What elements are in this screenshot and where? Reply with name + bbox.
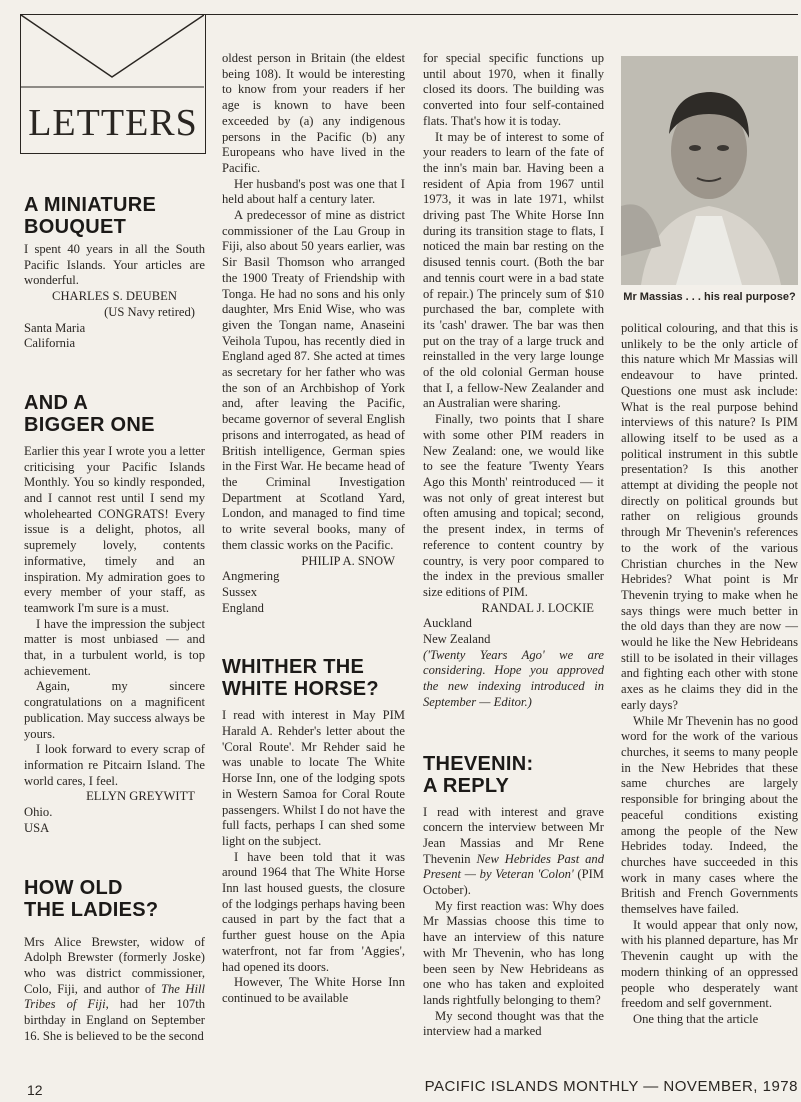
letter-paragraph: for special specific functions up until about 1970, when it finally closed its doors. The building was converted into four self-contained flats. That's how it is today. [423,51,604,128]
letters-envelope-logo [20,14,206,154]
photo-caption: Mr Massias . . . his real purpose? [623,291,796,303]
column-2 [222,51,405,1007]
page-number: 12 [27,1082,43,1098]
address-line: California [24,336,76,351]
letter-paragraph: However, The White Horse Inn continued to be available [222,975,405,1005]
address-line: Auckland [423,616,472,631]
letter-paragraph: I have been told that it was around 1964 that The White Horse Inn last housed guests, the closure of the lodgings perhaps having been caused in part by the fact that a further guest house on the Apia waterfront, not far from 'Aggies', had opened its doors. [222,849,405,974]
letter-paragraph: It would appear that only now, with his planned departure, has Mr Thevenin caught up with the modern thinking of an oppressed people who desperately want freedom and self government. [621,917,798,1011]
letter-body: I spent 40 years in all the South Pacific Islands. Your articles are wonderful. [24,242,205,288]
letter-paragraph: I read with interest and grave concern the interview between Mr Jean Massias and Mr Rene Thevenin New Hebrides Past and Present — by Veteran 'Colon' (PIM October). [423,804,604,898]
signature-title: (US Navy retired) [104,304,195,319]
signature: ELLYN GREYWITT [86,789,195,804]
column-1 [24,194,205,1044]
letter-paragraph: One thing that the article [633,1011,759,1026]
letter-paragraph: Finally, two points that I share with some other PIM readers in New Zealand: one, we would like to see the feature 'Twenty Years Ago this Month' reintroduced — it was not only of great interest but often amusing and topical; second, the present index, in terms of reference to content country by country, is very poor compared to the index in the previous smaller size editions of PIM. [423,412,604,599]
letter-paragraph: oldest person in Britain (the eldest being 108). It would be interesting to know from your readers if her age is known to have been exceeded by (a) any indigenous persons in the Pacific (b) any Europeans who have lived in the Pacific. [222,51,405,175]
letter-paragraph: Her husband's post was one that I held about half a century later. [222,176,405,207]
letter-paragraph: Mrs Alice Brewster, widow of Adolph Brewster (formerly Joske) who was district commissioner, Colo, Fiji, and author of The Hill Tribes of Fiji, had her 107th birthday in England on September 16. She is believed to be the second [24,934,206,1043]
letter-paragraph: I look forward to every scrap of information re Pitcairn Island. The world cares, I feel. [24,742,205,788]
address-line: Ohio. [24,805,53,820]
letter-paragraph: My second thought was that the interview had a marked [423,1008,604,1039]
letter-paragraph: I read with interest in May PIM Harald A. Rehder's letter about the 'Coral Route'. Mr Rehder said he was unable to locate The White Horse Inn, one of the lodging spots in Western Samoa for Coral Route passengers. Whilst I do not have the full facts, perhaps I can shed some light on the subject. [222,708,405,848]
address-line: Angmering [222,569,280,584]
column-3 [423,51,604,1040]
headline-thevenin-a-reply: THEVENIN: A REPLY [423,752,534,797]
letter-paragraph: It may be of interest to some of your readers to learn of the fate of the inn's main bar. Having been a resident of Apia from 1967 until 1973, it was in late 1971, whilst driving past The White Horse Inn during its transition stage to flats, I noticed the main bar resting on the disused tennis court. (Both the bar and tennis court were in a bad state of repair.) The princely sum of $10 purchased the bar, complete with its 'cash' drawer. The bar was then put on the tray of a large truck and reinstalled in the very large lounge of the old colonial German house that I, a fellow-New Zealander and an Australian were sharing. [423,129,604,411]
address-line: New Zealand [423,632,491,647]
address-line: Santa Maria [24,320,86,335]
letter-paragraph: Again, my sincere congratulations on a magnificent publication. May success always be yours. [24,679,205,741]
headline-and-a-bigger-one: AND A BIGGER ONE [24,391,155,436]
signature: RANDAL J. LOCKIE [481,600,594,615]
editor-note: ('Twenty Years Ago' we are considering. Hope you approved the new indexing introduced in September — Editor.) [423,647,604,709]
headline-miniature-bouquet: A MINIATURE BOUQUET [24,194,157,238]
headline-whither-the-white-horse: WHITHER THE WHITE HORSE? [222,656,379,701]
letter-paragraph: A predecessor of mine as district commissioner of the Lau Group in Fiji, also about 50 years earlier, was Sir Basil Thomson who arranged the 1900 Treaty of Friendship with Tonga. He had no sons and his only daughter, Mrs Enid Wise, who was given the Tongan name, Anaseini Veihola Tupou, has recently died in England aged 87. She acted at times as secretary for her father who was the son of an Archbishop of York and, after leaving the Pacific, became governor of several English prisons and interrogated, as head of British intelligence, German spies in the First War. He became head of the Criminal Investigation Department at Scotland Yard, London, and managed to find time to write several books, many of them classic works on the Pacific. [222,208,405,552]
letter-paragraph: Earlier this year I wrote you a letter criticising your Pacific Islands Monthly. You so kindly responded, and I cannot rest until I send my wholehearted CONGRATS! Every issue is a delight, photos, all supremely lovely, contents informative, timely and an inspiration. My admiration goes to every member of your staff, as teamwork I'm sure is a must. [24,443,205,615]
address-line: USA [24,820,50,835]
letter-paragraph: My first reaction was: Why does Mr Massias choose this time to have an interview of this nature with Mr Thevenin, who has long been seen by New Hebrideans as one who has taken and exploited lands rightfully belonging to them? [423,898,604,1007]
address-line: Sussex [222,584,257,599]
letter-paragraph: political colouring, and that this is unlikely to be the only article of this nature which Mr Massias will endeavour to have printed. Questions one must ask include: What is the real purpose behind interviews of this nature? Is PIM allowing itself to be used as a political instrument in this subtle presentation? Is this another attempt at dividing the people not directly on political grounds but rather on religious grounds through Mr Thevenin's references to the work of the various Christian churches in the New Hebrides? What point is Mr Thevenin trying to make when he says things were much better in the old days than they are now — would he like the New Hebrideans still to be isolated in their villages and fighting each other with stone axes as he claims they did in the early days? [621,321,798,712]
running-footer: PACIFIC ISLANDS MONTHLY — NOVEMBER, 1978 [424,1078,798,1095]
letter-paragraph: I have the impression the subject matter is most unbiased — and that, in a turbulent world, is top achievement. [24,616,205,678]
letter-paragraph: While Mr Thevenin has no good word for the work of the various churches, it seems to many people in the New Hebrides that these same churches are largely responsible for bringing about the peaceful conditions existing among the people of the New Hebrides today. Indeed, the churches have succeeded in this work in many cases where the British and French Governments themselves have failed. [621,713,798,917]
address-line: England [222,600,264,615]
portrait-man-icon [621,56,798,285]
signature: CHARLES S. DEUBEN [52,289,177,304]
signature: PHILIP A. SNOW [301,553,395,568]
section-title: LETTERS [28,102,198,144]
headline-how-old-the-ladies: HOW OLD THE LADIES? [24,876,159,921]
portrait-photo [621,56,798,285]
column-4 [621,321,798,1028]
